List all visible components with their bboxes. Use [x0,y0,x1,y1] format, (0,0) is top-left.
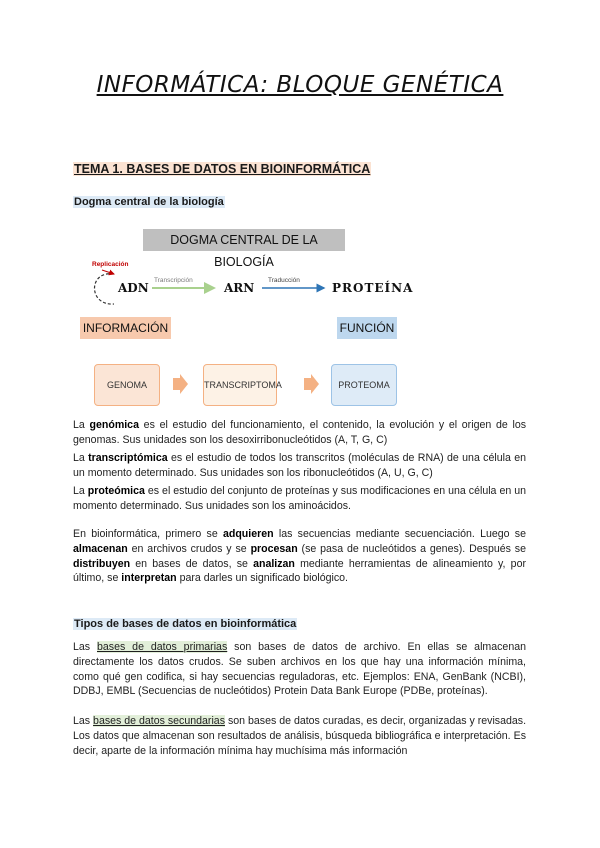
funcion-label: FUNCIÓN [337,317,397,339]
highlighted-term: bases de datos secundarias [93,715,225,727]
paragraph-secundarias [73,714,526,758]
chevron-icon [304,374,319,394]
dogma-diagram [80,226,530,406]
paragraph-proteomica [73,484,526,514]
diagram-banner: DOGMA CENTRAL DE LA BIOLOGÍA [143,229,345,251]
highlighted-term: bases de datos primarias [97,641,228,653]
traduccion-label: Traducción [268,277,300,284]
tipos-subheading: Tipos de bases de datos en bioinformática [74,618,297,630]
bold-term: almacenan [73,542,128,555]
text: es el estudio de todos los transcritos (moléculas de RNA) de una célula en un momento determinado. Sus unidades son los ribonucleótidos (A, U, G, C) [73,452,526,479]
text: mediante herramientas de alineamiento y, por último, se [73,557,526,585]
bold-term: distribuyen [73,557,131,570]
text: es el estudio del conjunto de proteínas y sus modificaciones en una célula en un momento determinado. Sus unidades son los aminoácidos. [73,485,526,512]
text: es el estudio del funcionamiento, el contenido, la evolución y el origen de los genomas. Sus unidades son los desoxirribonucleótidos (A, T, G, C) [73,419,527,446]
bold-term: proteómica [87,485,145,497]
page-title: INFORMÁTICA: BLOQUE GENÉTICA [96,72,504,98]
text: Las [73,715,94,727]
text: La [73,452,89,464]
chevron-icon [173,374,188,394]
text: en bases de datos, se [130,557,254,570]
replicacion-label: Replicación [92,261,129,268]
text: en archivos crudos y se [127,542,251,555]
text: son bases de datos de archivo. En ellas se almacenan directamente los datos crudos. Se suben archivos en los que hay una información mínima, como qué gen codifica, si hay secuencias reguladoras, etc. Ejemplos: ENA, GenBank (NCBI), DDBJ, EMBL (Secuencias de nucleótidos) Protein Data Bank Europe (PDBe, proteínas). [73,641,526,698]
bold-term: procesan [250,542,298,555]
bold-term: adquieren [222,528,274,540]
dogma-subheading: Dogma central de la biología [74,196,224,208]
text: La [73,485,88,497]
text: para darles un significado biológico. [176,572,348,585]
bold-term: genómica [89,419,139,431]
arn-label: ARN [224,281,255,295]
replicacion-loop [95,274,115,304]
text: Las [73,641,97,653]
paragraph-genomica [73,418,526,448]
text: En bioinformática, primero se [73,528,223,540]
bold-term: transcriptómica [88,452,168,464]
bold-term: interpretan [121,572,177,585]
paragraph-primarias [73,640,526,699]
bold-term: analizan [253,557,295,570]
text: las secuencias mediante secuenciación. Luego se [273,528,526,540]
tema-heading: TEMA 1. BASES DE DATOS EN BIOINFORMÁTICA [74,162,371,176]
text: (se pasa de nucleótidos a genes). Después se [297,542,526,555]
paragraph-bioinformatica [73,527,526,586]
transcripcion-label: Transcripción [154,277,193,284]
text: La [73,419,90,431]
informacion-label: INFORMACIÓN [80,317,171,339]
adn-label: ADN [118,281,149,295]
text: son bases de datos curadas, es decir, organizadas y revisadas. Los datos que almacenan son resultados de análisis, búsqueda bibliográfica e interpretación. Es decir, aparte de la información mínima hay muchísima más información [73,715,527,757]
transcriptoma-box: TRANSCRIPTOMA [203,364,277,406]
paragraph-transcriptomica [73,451,526,481]
proteina-label: PROTEÍNA [332,281,414,295]
genoma-box: GENOMA [94,364,160,406]
proteoma-box: PROTEOMA [331,364,397,406]
